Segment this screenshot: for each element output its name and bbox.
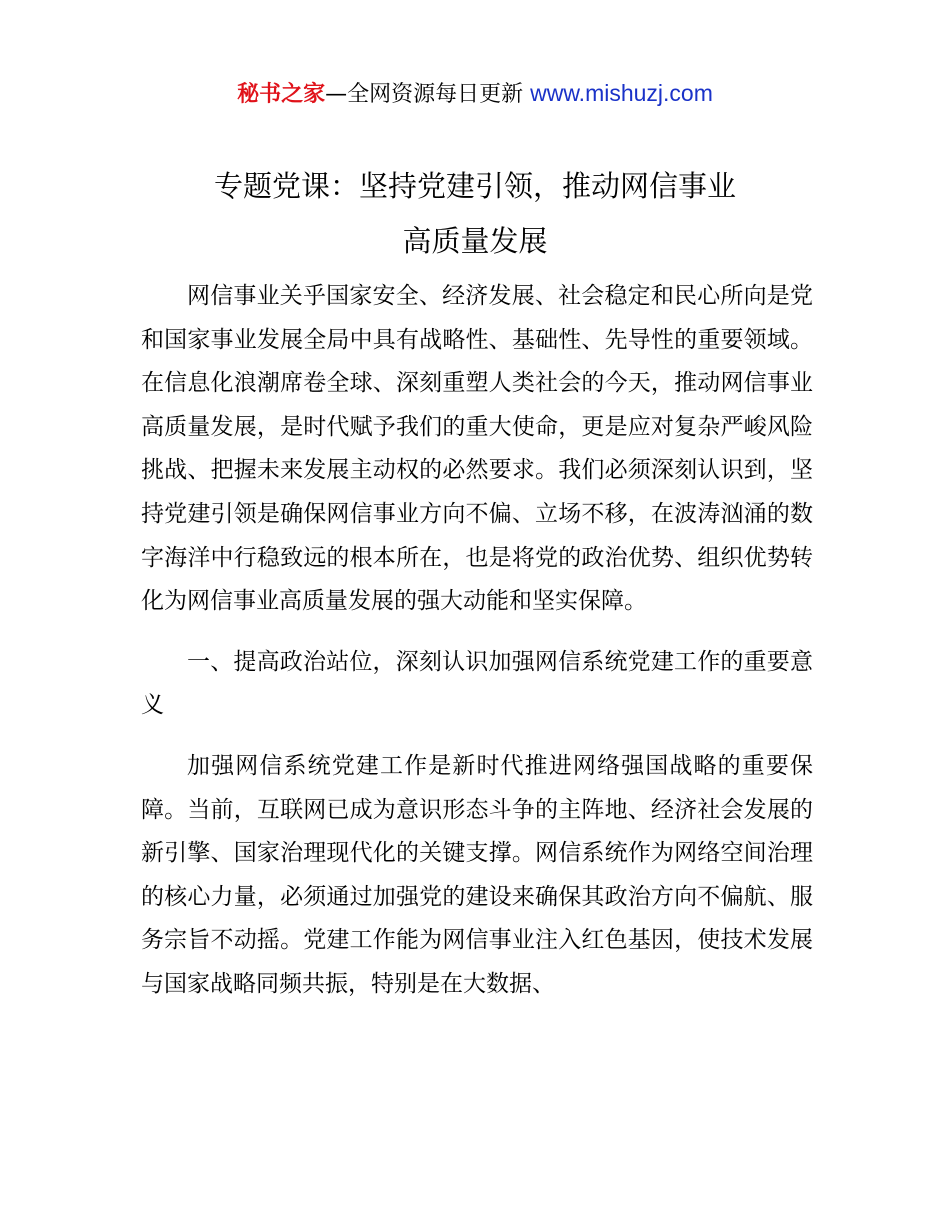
brand-name: 秘书之家 (237, 82, 326, 107)
section-paragraph-1: 加强网信系统党建工作是新时代推进网络强国战略的重要保障。当前，互联网已成为意识形态斗争的主阵地、经济社会发展的新引擎、国家治理现代化的关键支撑。网信系统作为网络空间治理的核心力量，必须通过加强党的建设来确保其政治方向不偏航、服务宗旨不动摇。党建工作能为网信事业注入红色基因，使技术发展与国家战略同频共振，特别是在大数据、 (141, 752, 813, 997)
intro-paragraph: 网信事业关乎国家安全、经济发展、社会稳定和民心所向是党和国家事业发展全局中具有战略性、基础性、先导性的重要领域。在信息化浪潮席卷全球、深刻重塑人类社会的今天，推动网信事业高质量发展，是时代赋予我们的重大使命，更是应对复杂严峻风险挑战、把握未来发展主动权的必然要求。我们必须深刻认识到，坚持党建引领是确保网信事业方向不偏、立场不移，在波涛汹涌的数字海洋中行稳致远的根本所在，也是将党的政治优势、组织优势转化为网信事业高质量发展的强大动能和坚实保障。 (141, 283, 813, 615)
document-title-line-2: 高质量发展 (402, 224, 548, 258)
section-heading-1: 一、提高政治站位，深刻认识加强网信系统党建工作的重要意义 (141, 648, 813, 719)
document-body (141, 275, 813, 1007)
document-title-line-1: 专题党课：坚持党建引领，推动网信事业 (213, 169, 736, 203)
banner-tagline: —全网资源每日更新 (325, 82, 524, 107)
site-url-link[interactable]: www.mishuzj.com (530, 80, 713, 106)
site-banner (0, 76, 950, 112)
